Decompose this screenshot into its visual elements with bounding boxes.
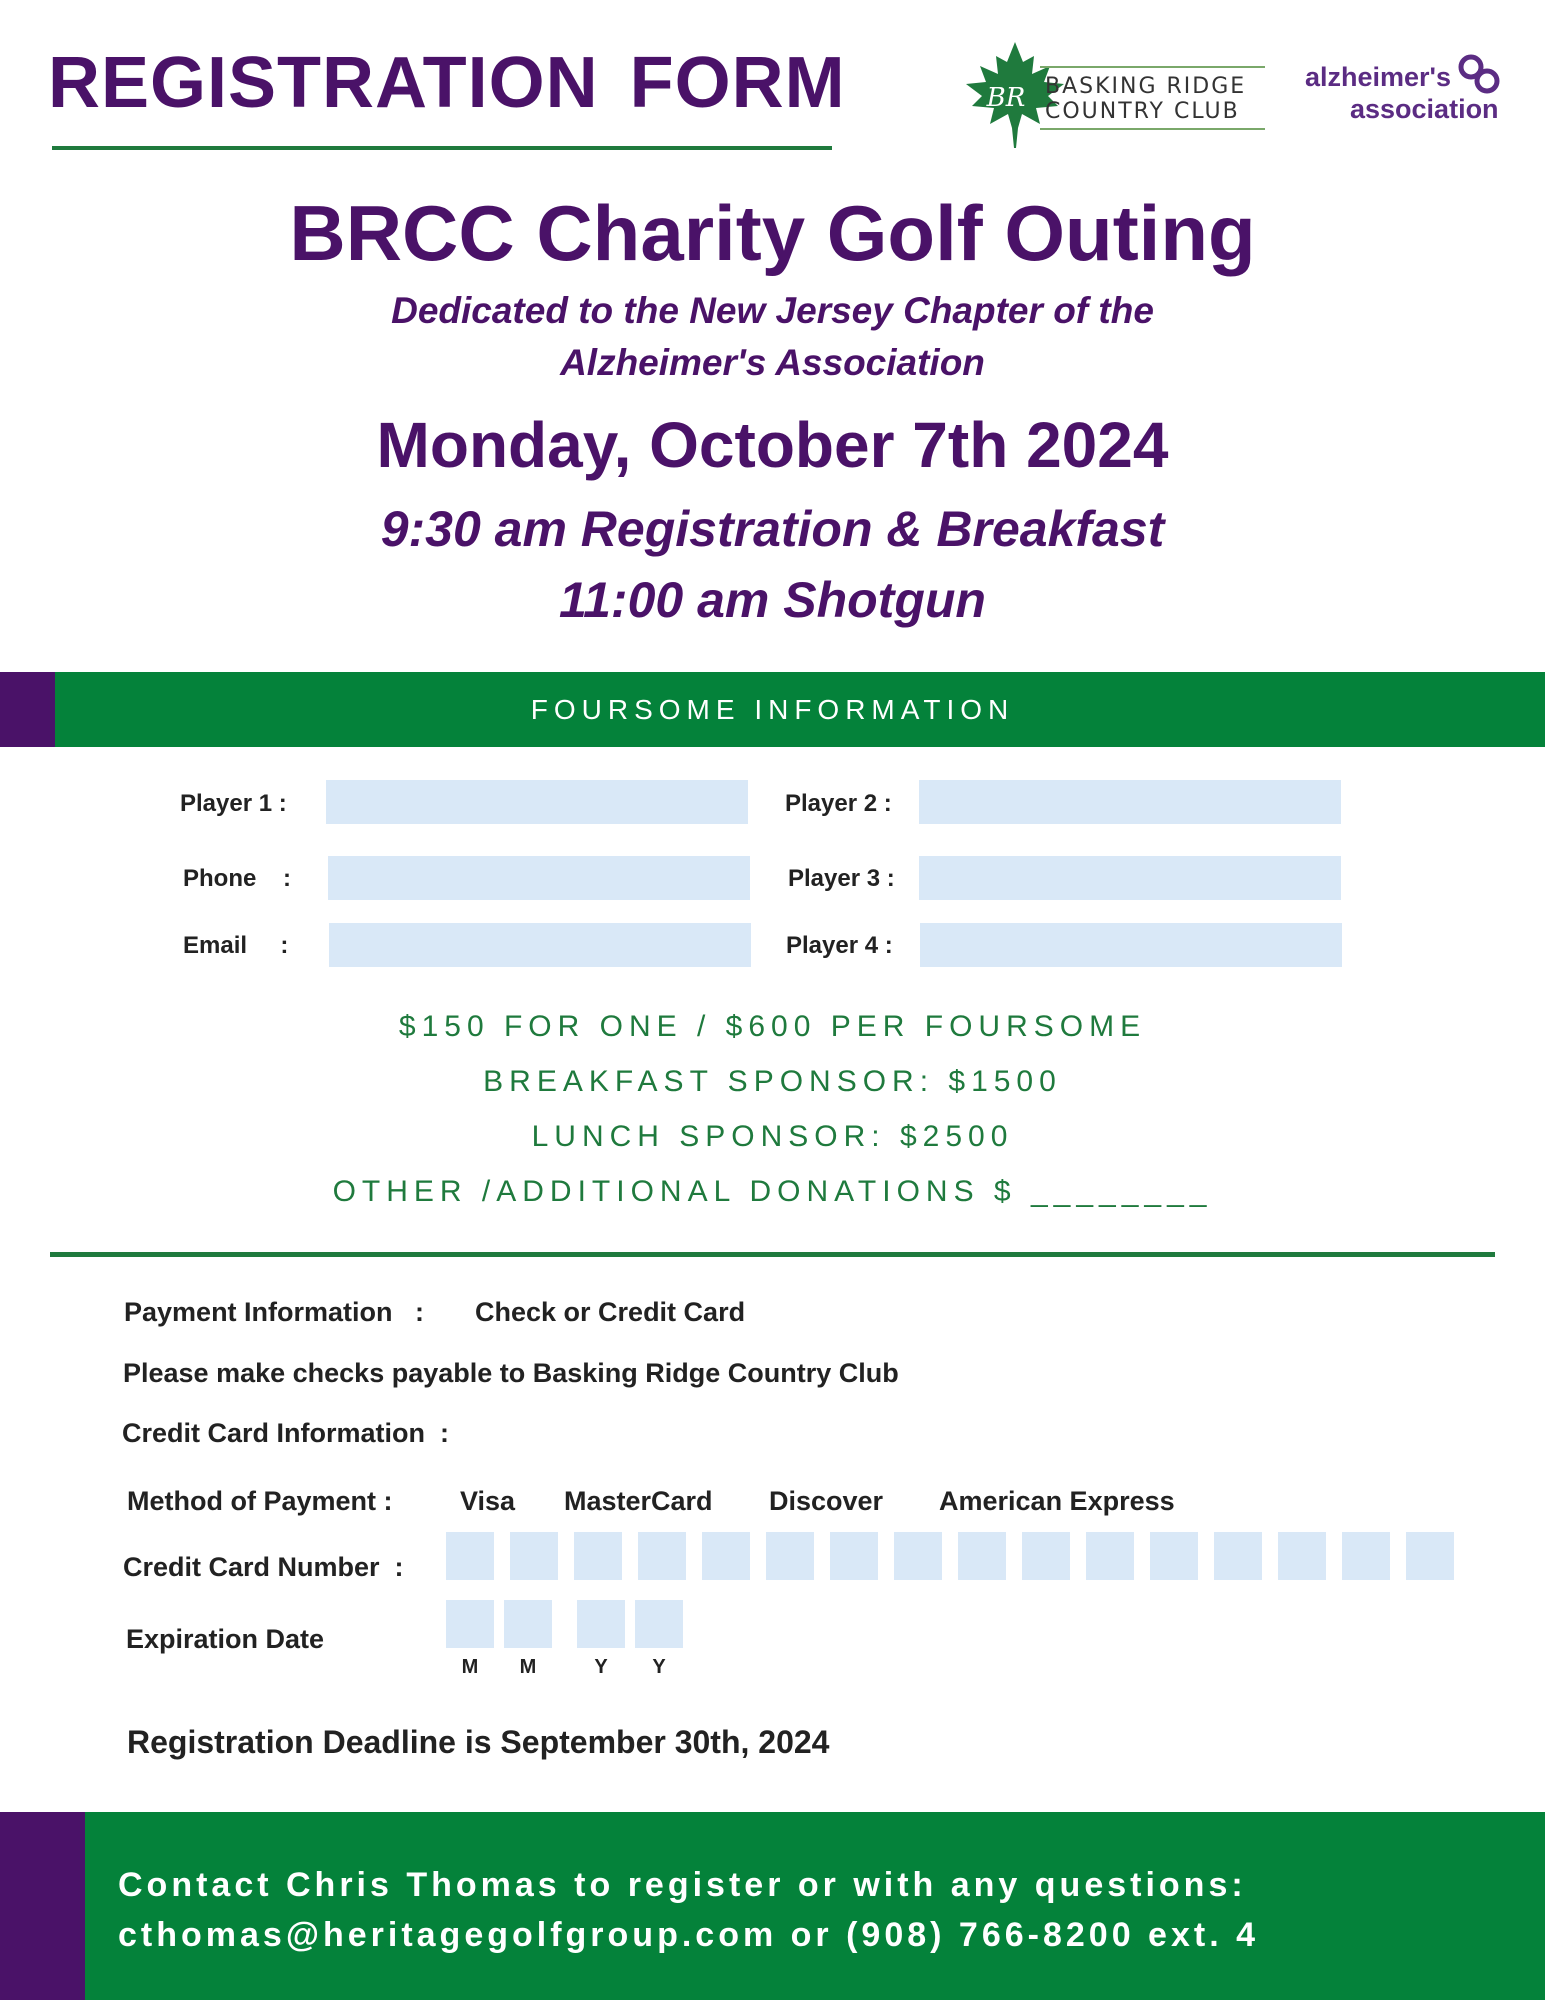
exp-month-digit-1[interactable] xyxy=(446,1600,494,1648)
player4-label: Player 4 : xyxy=(786,932,893,959)
expiration-label: Expiration Date xyxy=(126,1624,325,1654)
player1-label: Player 1 : xyxy=(180,790,287,817)
phone-label: Phone : xyxy=(183,865,291,892)
exp-year-digit-2[interactable] xyxy=(635,1600,683,1648)
brcc-name xyxy=(1040,66,1265,130)
exp-mark-m2: M xyxy=(519,1656,537,1678)
time-line2: 11:00 am Shotgun xyxy=(559,572,986,628)
card-digit-box[interactable] xyxy=(1086,1532,1134,1580)
price-line2: BREAKFAST SPONSOR: $1500 xyxy=(483,1065,1062,1098)
contact-footer-band xyxy=(0,1812,1545,2000)
foursome-section-title: FOURSOME INFORMATION xyxy=(530,694,1015,725)
form-title: REGISTRATION FORM xyxy=(48,43,846,123)
credit-card-info-label: Credit Card Information : xyxy=(122,1418,450,1448)
card-digit-box[interactable] xyxy=(1278,1532,1326,1580)
alz-logo-line2: association xyxy=(1350,94,1499,124)
event-title: BRCC Charity Golf Outing xyxy=(289,189,1256,277)
alz-logo-icon xyxy=(1456,52,1502,98)
email-label: Email : xyxy=(183,932,289,959)
dedication-line2: Alzheimer's Association xyxy=(560,342,985,383)
card-digit-box[interactable] xyxy=(1406,1532,1454,1580)
method-of-payment-label: Method of Payment : xyxy=(127,1486,393,1516)
foursome-band-accent xyxy=(0,672,55,747)
title-underline xyxy=(52,146,832,150)
player2-input[interactable] xyxy=(919,780,1341,824)
price-line3: LUNCH SPONSOR: $2500 xyxy=(531,1120,1014,1153)
payment-info-label: Payment Information : xyxy=(124,1297,425,1327)
alz-logo-line1: alzheimer's xyxy=(1305,62,1451,92)
exp-mark-y2: Y xyxy=(652,1656,666,1678)
card-digit-box[interactable] xyxy=(1022,1532,1070,1580)
exp-month-digit-2[interactable] xyxy=(504,1600,552,1648)
footer-accent xyxy=(0,1812,85,2000)
brcc-initials: BR xyxy=(986,83,1026,113)
price-line1: $150 FOR ONE / $600 PER FOURSOME xyxy=(398,1010,1147,1043)
email-input[interactable] xyxy=(329,923,751,967)
card-number-label: Credit Card Number : xyxy=(123,1552,404,1582)
card-digit-box[interactable] xyxy=(1342,1532,1390,1580)
method-mastercard[interactable]: MasterCard xyxy=(564,1486,713,1516)
player1-input[interactable] xyxy=(326,780,748,824)
brcc-name-line2: COUNTRY CLUB xyxy=(1045,99,1240,124)
price-line4: OTHER /ADDITIONAL DONATIONS $ ________ xyxy=(332,1175,1213,1208)
card-digit-box[interactable] xyxy=(702,1532,750,1580)
method-discover[interactable]: Discover xyxy=(769,1486,884,1516)
card-digit-box[interactable] xyxy=(894,1532,942,1580)
card-digit-box[interactable] xyxy=(510,1532,558,1580)
registration-deadline: Registration Deadline is September 30th, 2024 xyxy=(127,1724,830,1760)
dedication-line1: Dedicated to the New Jersey Chapter of the xyxy=(391,290,1154,331)
player2-label: Player 2 : xyxy=(785,790,892,817)
card-digit-box[interactable] xyxy=(1214,1532,1262,1580)
card-digit-box[interactable] xyxy=(446,1532,494,1580)
method-visa[interactable]: Visa xyxy=(460,1486,516,1516)
exp-mark-m1: M xyxy=(461,1656,479,1678)
method-american-express[interactable]: American Express xyxy=(939,1486,1175,1516)
card-digit-box[interactable] xyxy=(574,1532,622,1580)
contact-line1: Contact Chris Thomas to register or with any questions: xyxy=(118,1866,1247,1904)
exp-year-digit-1[interactable] xyxy=(577,1600,625,1648)
card-digit-box[interactable] xyxy=(766,1532,814,1580)
phone-input[interactable] xyxy=(328,856,750,900)
payment-info-value: Check or Credit Card xyxy=(475,1297,746,1327)
event-date: Monday, October 7th 2024 xyxy=(376,409,1169,481)
player3-input[interactable] xyxy=(919,856,1341,900)
card-digit-box[interactable] xyxy=(830,1532,878,1580)
player4-input[interactable] xyxy=(920,923,1342,967)
card-digit-box[interactable] xyxy=(1150,1532,1198,1580)
time-line1: 9:30 am Registration & Breakfast xyxy=(380,501,1165,557)
card-digit-box[interactable] xyxy=(958,1532,1006,1580)
exp-mark-y1: Y xyxy=(594,1656,608,1678)
card-digit-box[interactable] xyxy=(638,1532,686,1580)
payment-divider xyxy=(50,1252,1495,1257)
contact-line2: cthomas@heritagegolfgroup.com or (908) 766-8200 ext. 4 xyxy=(118,1916,1259,1954)
brcc-name-line1: BASKING RIDGE xyxy=(1045,74,1247,99)
player3-label: Player 3 : xyxy=(788,865,895,892)
checks-payable-text: Please make checks payable to Basking Ridge Country Club xyxy=(123,1358,899,1388)
